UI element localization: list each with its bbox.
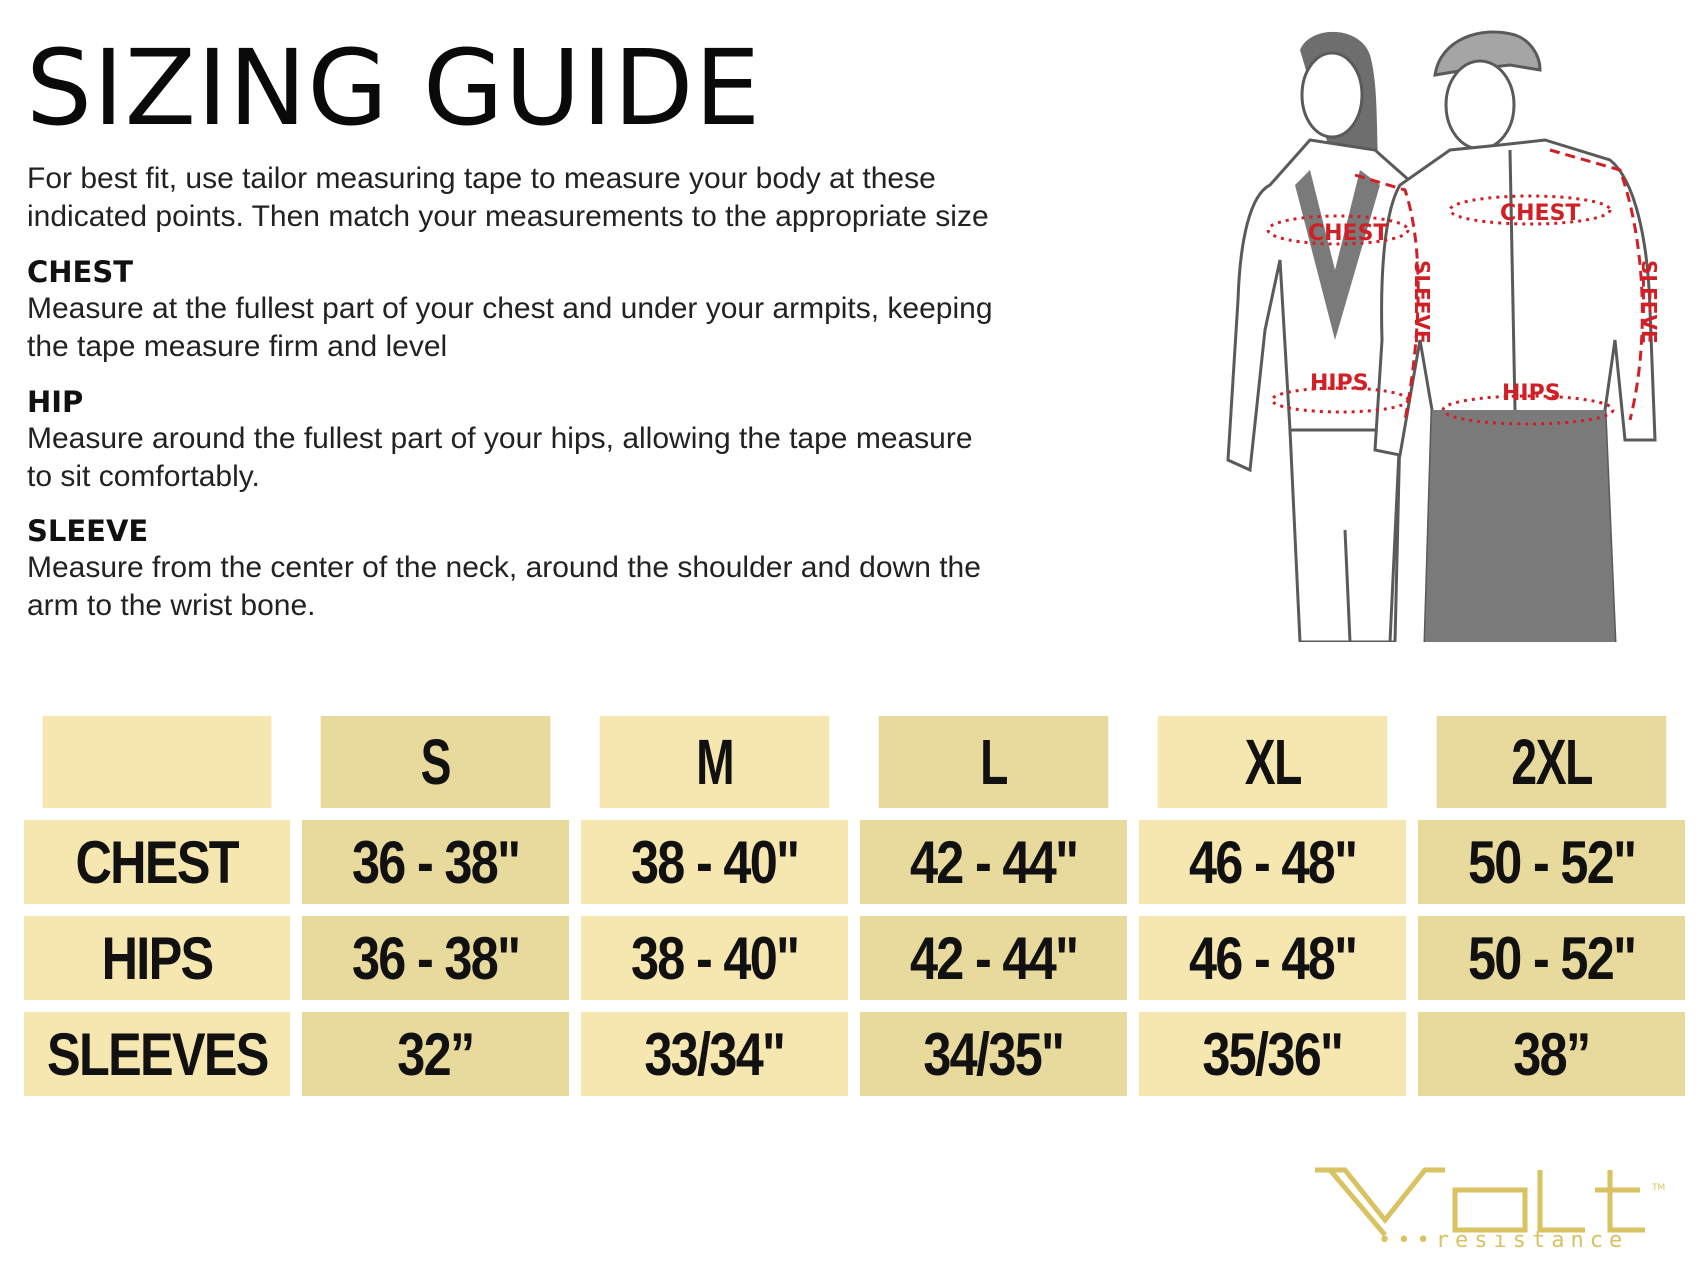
logo-brand-text: Volt xyxy=(1310,1160,1312,1161)
sleeve-label-right: SLEEVE xyxy=(1637,260,1661,344)
description-line: the tape measure firm and level xyxy=(27,330,448,363)
cell-value: 36 - 38" xyxy=(351,924,520,992)
table-cell xyxy=(581,916,848,1000)
trademark-mark: TM xyxy=(1652,1183,1666,1193)
row-label-sleeves xyxy=(24,1012,290,1096)
column-header-s xyxy=(321,716,551,808)
table-cell xyxy=(1418,1012,1685,1096)
description-line: to sit comfortably. xyxy=(27,460,260,493)
cell-value: 50 - 52" xyxy=(1467,924,1636,992)
row-label-text: CHEST xyxy=(75,828,239,896)
table-cell xyxy=(1139,820,1406,904)
table-cell xyxy=(302,1012,569,1096)
cell-value: 33/34" xyxy=(644,1020,785,1088)
column-header-l xyxy=(879,716,1109,808)
cell-value: 42 - 44" xyxy=(909,924,1078,992)
table-row-hips xyxy=(24,916,1685,1000)
column-header-m xyxy=(600,716,830,808)
row-label-text: SLEEVES xyxy=(46,1020,268,1088)
column-header-text: 2XL xyxy=(1511,726,1592,798)
table-cell xyxy=(1139,1012,1406,1096)
column-header-2xl xyxy=(1437,716,1667,808)
chest-label-right: CHEST xyxy=(1500,201,1581,226)
measurement-illustration xyxy=(1210,10,1690,642)
column-header-text: S xyxy=(420,726,451,798)
cell-value: 46 - 48" xyxy=(1188,828,1357,896)
cell-value: 38 - 40" xyxy=(630,828,799,896)
cell-value: 38” xyxy=(1513,1020,1590,1088)
description-line: Measure from the center of the neck, around the shoulder and down the xyxy=(27,551,981,584)
cell-value: 34/35" xyxy=(923,1020,1064,1088)
table-cell xyxy=(860,820,1127,904)
table-cell xyxy=(860,916,1127,1000)
table-cell xyxy=(302,820,569,904)
chest-description xyxy=(27,290,1057,366)
chest-label-left: CHEST xyxy=(1308,221,1389,246)
cell-value: 38 - 40" xyxy=(630,924,799,992)
cell-value: 42 - 44" xyxy=(909,828,1078,896)
column-header-text: M xyxy=(695,726,734,798)
cell-value: 35/36" xyxy=(1202,1020,1343,1088)
table-cell xyxy=(1418,916,1685,1000)
description-line: arm to the wrist bone. xyxy=(27,589,316,622)
cell-value: 50 - 52" xyxy=(1467,828,1636,896)
cell-value: 36 - 38" xyxy=(351,828,520,896)
sleeve-description xyxy=(27,549,1057,625)
intro-text xyxy=(27,160,1047,236)
chest-section xyxy=(27,254,1057,366)
sleeve-heading: SLEEVE xyxy=(27,514,149,548)
intro-line: For best fit, use tailor measuring tape to measure your body at these xyxy=(27,162,936,195)
intro-line: indicated points. Then match your measurements to the appropriate size xyxy=(27,200,989,233)
column-header-text: XL xyxy=(1244,726,1301,798)
description-line: Measure around the fullest part of your hips, allowing the tape measure xyxy=(27,422,973,455)
table-cell xyxy=(581,820,848,904)
page-title: SIZING GUIDE xyxy=(26,27,762,149)
cell-value: 46 - 48" xyxy=(1188,924,1357,992)
hips-label-right: HIPS xyxy=(1502,381,1561,406)
table-cell xyxy=(302,916,569,1000)
description-line: Measure at the fullest part of your chest and under your armpits, keeping xyxy=(27,292,993,325)
hip-heading: HIP xyxy=(27,385,84,419)
table-row-sleeves xyxy=(24,1012,1685,1096)
column-header-text: L xyxy=(980,726,1007,798)
table-cell xyxy=(1139,916,1406,1000)
table-header-row xyxy=(24,716,1685,808)
sleeve-section xyxy=(27,513,1057,625)
sleeve-label-left: SLEEVE xyxy=(1410,260,1434,344)
row-label-chest xyxy=(24,820,290,904)
table-cell xyxy=(581,1012,848,1096)
size-chart-table xyxy=(12,704,1697,1108)
row-label-hips xyxy=(24,916,290,1000)
cell-value: 32” xyxy=(397,1020,474,1088)
chest-heading: CHEST xyxy=(27,255,134,289)
hip-description xyxy=(27,420,1057,496)
table-cell xyxy=(1418,820,1685,904)
hips-label-left: HIPS xyxy=(1310,371,1369,396)
row-label-text: HIPS xyxy=(101,924,213,992)
hip-section xyxy=(27,384,1057,496)
table-cell xyxy=(860,1012,1127,1096)
logo-tagline: •••resistance xyxy=(1378,1228,1629,1253)
column-header-xl xyxy=(1158,716,1388,808)
table-corner-cell xyxy=(43,716,272,808)
table-row-chest xyxy=(24,820,1685,904)
